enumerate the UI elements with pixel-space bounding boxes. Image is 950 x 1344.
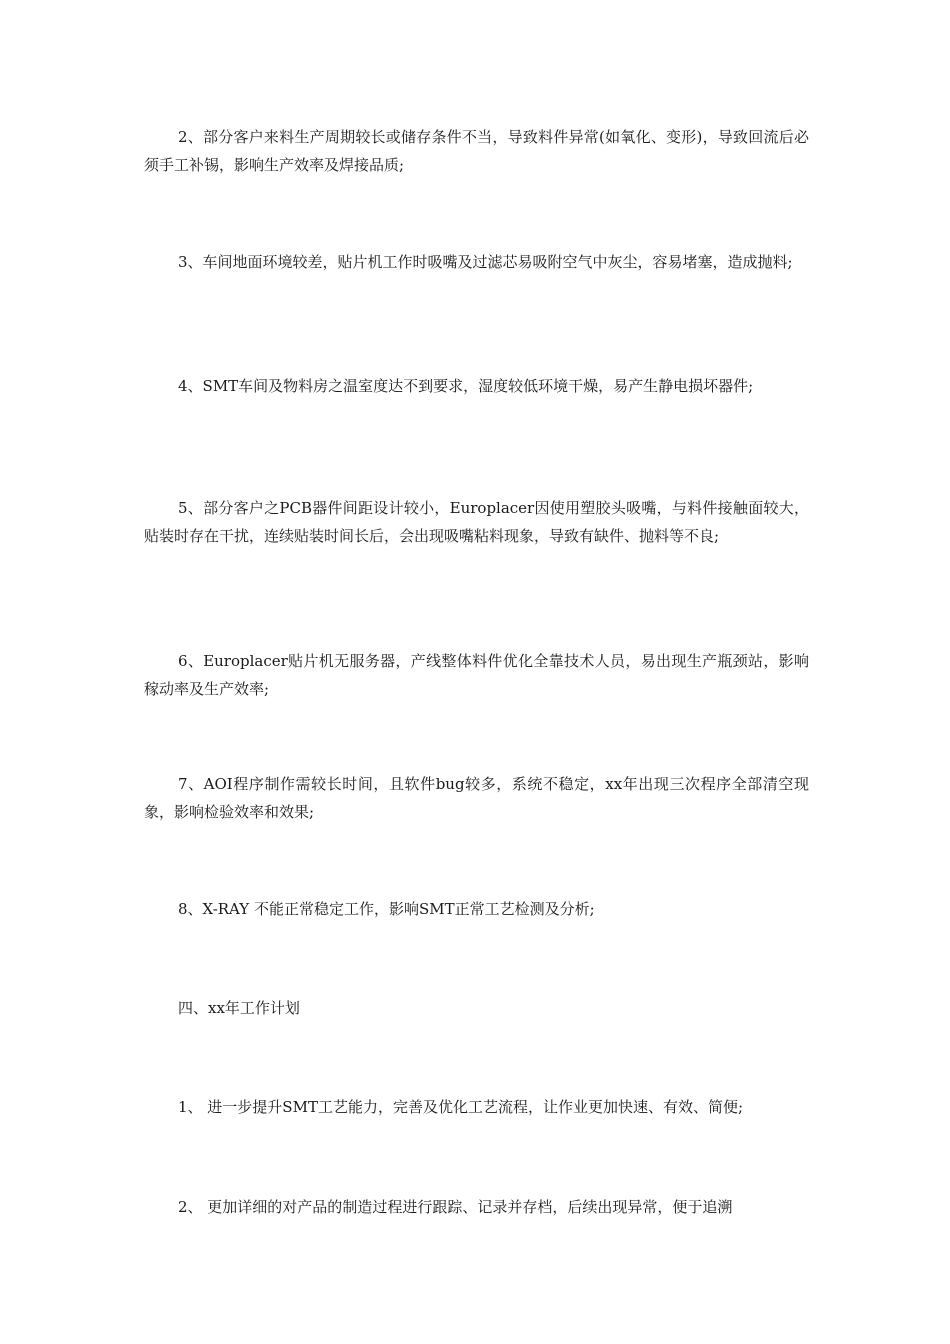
- paragraph-issue-2: 2、部分客户来料生产周期较长或储存条件不当，导致料件异常(如氧化、变形)，导致回流后必须手工补锡，影响生产效率及焊接品质;: [144, 128, 809, 174]
- paragraph-issue-5: 5、部分客户之PCB器件间距设计较小，Europlacer因使用塑胶头吸嘴，与料件接触面较大，贴装时存在干扰，连续贴装时间长后，会出现吸嘴粘料现象，导致有缺件、抛料等不良;: [144, 499, 809, 545]
- paragraph-plan-1: 1、 进一步提升SMT工艺能力，完善及优化工艺流程，让作业更加快速、有效、简便;: [178, 1098, 744, 1116]
- section-heading-plan: 四、xx年工作计划: [178, 999, 300, 1017]
- paragraph-issue-3: 3、车间地面环境较差，贴片机工作时吸嘴及过滤芯易吸附空气中灰尘，容易堵塞，造成抛料;: [178, 253, 793, 271]
- paragraph-issue-7: 7、AOI程序制作需较长时间，且软件bug较多，系统不稳定，xx年出现三次程序全部清空现象，影响检验效率和效果;: [144, 775, 809, 821]
- paragraph-issue-4: 4、SMT车间及物料房之温室度达不到要求，湿度较低环境干燥，易产生静电损坏器件;: [178, 377, 754, 395]
- paragraph-issue-6: 6、Europlacer贴片机无服务器，产线整体料件优化全靠技术人员，易出现生产瓶颈站，影响稼动率及生产效率;: [144, 652, 809, 698]
- paragraph-issue-8: 8、X-RAY 不能正常稳定工作，影响SMT正常工艺检测及分析;: [178, 900, 595, 918]
- paragraph-plan-2: 2、 更加详细的对产品的制造过程进行跟踪、记录并存档，后续出现异常，便于追溯: [178, 1198, 733, 1216]
